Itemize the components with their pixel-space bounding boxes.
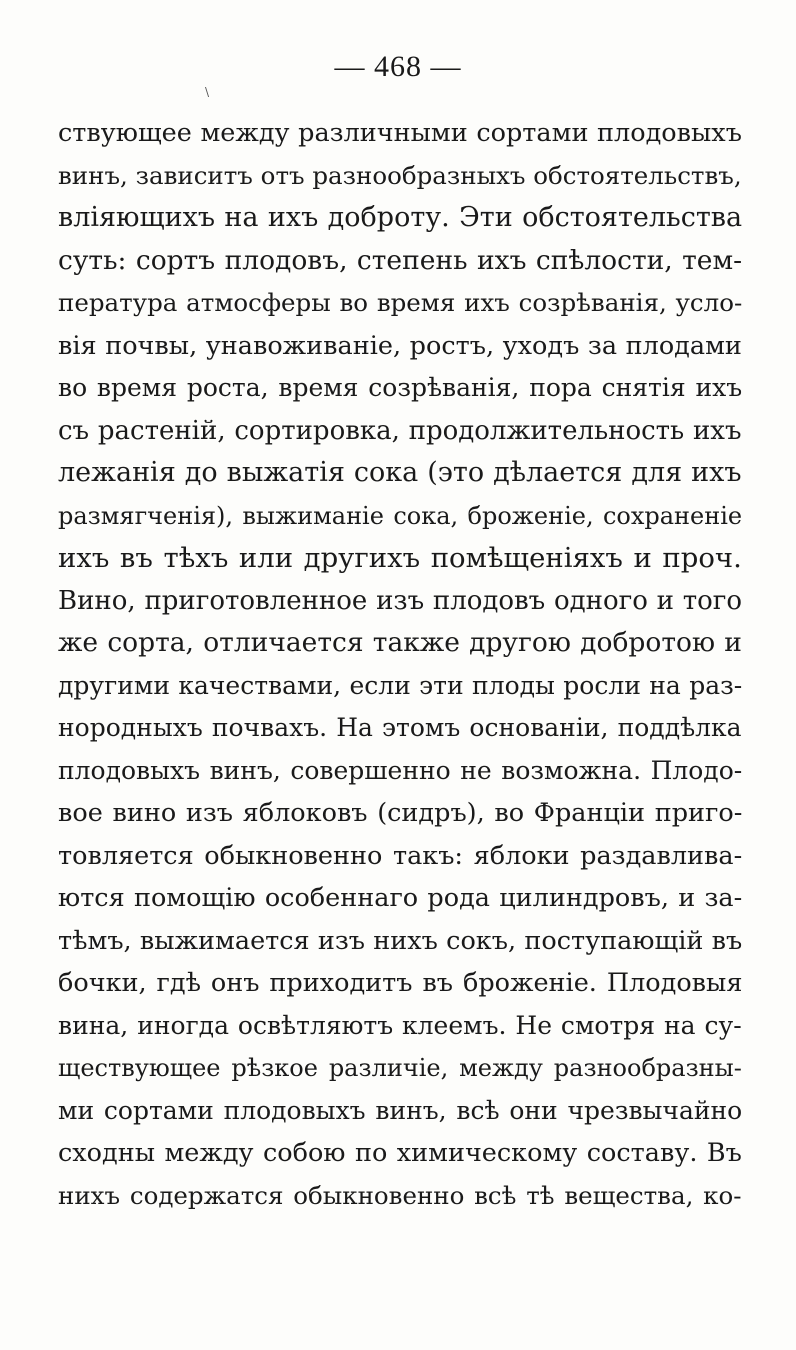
page-number: — 468 —: [334, 50, 462, 83]
text-line: съ растеній, сортировка, продолжительность ихъ: [58, 415, 742, 446]
text-line: вія почвы, унавоживаніе, ростъ, уходъ за плодами: [58, 330, 742, 361]
text-line: другими качествами, если эти плоды росли на раз-: [58, 670, 742, 700]
ink-mark: \: [205, 85, 210, 99]
text-line: пература атмосферы во время ихъ созрѣванія, усло-: [58, 288, 742, 317]
text-line: же сорта, отличается также другою добротою и: [58, 627, 742, 658]
text-line: ствующее между различными сортами плодовыхъ: [58, 118, 742, 148]
body-text: [58, 112, 742, 1217]
text-line: нородныхъ почвахъ. На этомъ основаніи, поддѣлка: [58, 713, 742, 742]
text-line: сходны между собою по химическому составу. Въ: [58, 1138, 742, 1168]
text-line: бочки, гдѣ онъ приходитъ въ броженіе. Плодовыя: [58, 968, 742, 998]
text-line: лежанія до выжатія сока (это дѣлается для ихъ: [58, 457, 742, 488]
text-line: ми сортами плодовыхъ винъ, всѣ они чрезвычайно: [58, 1095, 742, 1125]
text-line: Вино, приготовленное изъ плодовъ одного и того: [58, 585, 742, 616]
text-line: ются помощію особеннаго рода цилиндровъ, и за-: [58, 883, 742, 913]
text-line: ихъ въ тѣхъ или другихъ помѣщеніяхъ и проч.: [58, 542, 742, 574]
text-line: вое вино изъ яблоковъ (сидръ), во Франціи приго-: [58, 798, 742, 828]
text-line: суть: сортъ плодовъ, степень ихъ спѣлости, тем-: [58, 244, 742, 276]
text-line: товляется обыкновенно такъ: яблоки раздавлива-: [58, 840, 742, 871]
text-line: тѣмъ, выжимается изъ нихъ сокъ, поступающій въ: [58, 925, 742, 956]
text-line: вина, иногда освѣтляютъ клеемъ. Не смотря на су-: [58, 1010, 742, 1040]
text-line: винъ, зависитъ отъ разнообразныхъ обстоятельствъ,: [58, 160, 742, 190]
text-line: во время роста, время созрѣванія, пора снятія ихъ: [58, 373, 742, 402]
text-line: размягченія), выжиманіе сока, броженіе, сохраненіе: [58, 501, 742, 530]
text-line: вліяющихъ на ихъ доброту. Эти обстоятельства: [58, 202, 742, 233]
text-line: ществующее рѣзкое различіе, между разнообразны-: [58, 1054, 742, 1082]
text-line: нихъ содержатся обыкновенно всѣ тѣ вещества, ко-: [58, 1180, 742, 1210]
text-line: плодовыхъ винъ, совершенно не возможна. Плодо-: [58, 755, 742, 785]
